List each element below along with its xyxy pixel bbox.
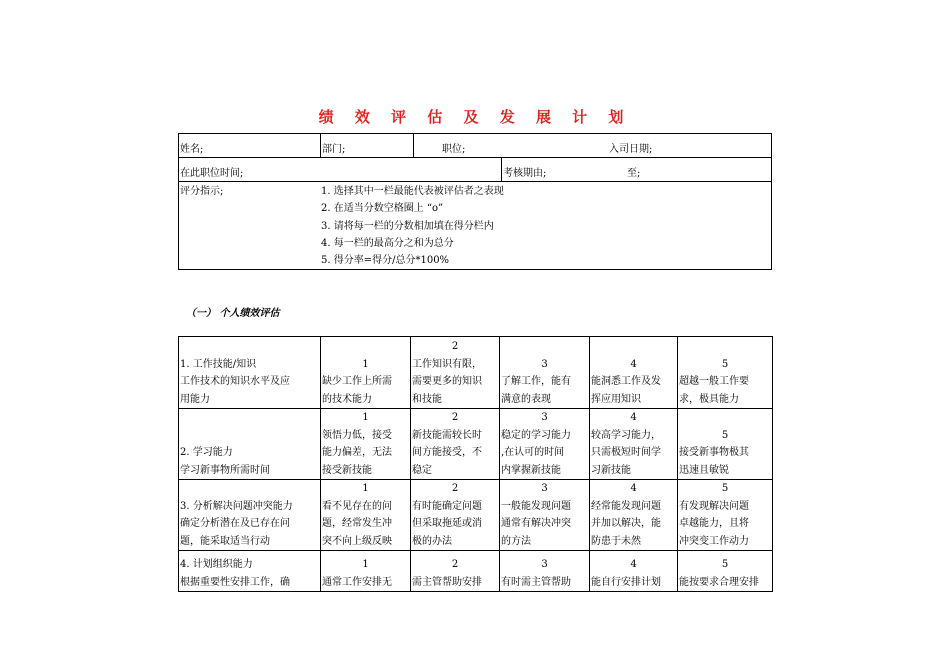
rating-number: 2 xyxy=(451,483,459,494)
rating-number: 2 xyxy=(451,412,459,423)
rating-description: 接受新事物极其 迅速且敏锐 xyxy=(679,447,749,476)
rating-cell xyxy=(321,337,411,409)
review-period-to-label: 至; xyxy=(627,168,641,179)
criterion-text: 3. 分析解决问题冲突能力 确定分析潜在及已存在问 题，能采取适当行动 xyxy=(180,500,293,547)
rating-description: 需主管帮助安排 xyxy=(412,576,482,588)
section-title: （一） 个人绩效评估 xyxy=(186,308,280,319)
rating-cell xyxy=(590,337,678,409)
table-row xyxy=(179,551,773,592)
criterion-cell xyxy=(179,480,321,551)
divider xyxy=(413,134,414,158)
rating-description: 超越一般工作要 求，极具能力 xyxy=(679,376,749,405)
rating-cell xyxy=(500,337,590,409)
rating-cell xyxy=(500,480,590,551)
rating-number: 1 xyxy=(362,358,369,370)
rating-cell xyxy=(590,480,678,551)
rating-cell xyxy=(500,551,590,592)
rating-number: 5 xyxy=(721,483,729,494)
rating-number: 1 xyxy=(362,559,369,570)
rating-cell xyxy=(411,480,500,551)
rating-description: 工作知识有限， 需要更多的知识 和技能 xyxy=(412,358,482,405)
rating-cell xyxy=(321,409,411,480)
join-date-label: 入司日期; xyxy=(609,144,653,155)
rating-number: 4 xyxy=(630,483,637,494)
instruction-item: 3. 请将每一栏的分数相加填在得分栏内 xyxy=(321,221,494,232)
rating-description: 新技能需较长时 间方能接受，不 稳定 xyxy=(412,429,482,476)
rating-description: 能按要求合理安排 xyxy=(679,576,759,588)
rating-description: 经常能发现问题 并加以解决，能 防患于未然 xyxy=(591,500,661,547)
rating-description: 领悟力低，接受 能力偏差，无法 接受新技能 xyxy=(322,429,392,476)
instructions-label: 评分指示; xyxy=(180,186,224,197)
divider xyxy=(501,158,502,182)
rating-description: 看不见存在的问 题，经常发生冲 突不向上级反映 xyxy=(322,500,392,547)
rating-number: 3 xyxy=(541,559,548,570)
rating-description: 缺少工作上所需 的技术能力 xyxy=(322,376,392,405)
rating-cell xyxy=(411,337,500,409)
instruction-item: 4. 每一栏的最高分之和为总分 xyxy=(321,238,454,249)
rating-cell xyxy=(590,551,678,592)
rating-number: 1 xyxy=(362,483,369,494)
name-label: 姓名; xyxy=(180,144,204,155)
rating-number: 3 xyxy=(541,412,548,423)
rating-number: 5 xyxy=(721,358,729,370)
rating-number: 3 xyxy=(541,483,548,494)
table-row xyxy=(179,409,773,480)
rating-number: 4 xyxy=(630,358,637,370)
rating-cell xyxy=(590,409,678,480)
rating-cell xyxy=(500,409,590,480)
page-title: 绩 效 评 估 及 发 展 计 划 xyxy=(318,108,632,126)
criterion-text: 1. 工作技能/知识 工作技术的知识水平及应 用能力 xyxy=(180,358,290,405)
evaluation-table xyxy=(178,336,773,592)
rating-number: 2 xyxy=(451,559,459,570)
position-label: 职位; xyxy=(442,144,466,155)
criterion-cell xyxy=(179,337,321,409)
rating-number: 5 xyxy=(721,559,729,570)
rating-description: 有时能确定问题 但采取拖延或消 极的办法 xyxy=(412,500,482,547)
rating-cell xyxy=(321,480,411,551)
criterion-cell xyxy=(179,409,321,480)
rating-cell xyxy=(411,551,500,592)
criterion-text: 4. 计划组织能力 根据重要性安排工作，确 xyxy=(180,559,290,588)
review-period-label: 考核期由; xyxy=(503,168,547,179)
criterion-cell xyxy=(179,551,321,592)
divider xyxy=(179,181,771,182)
divider xyxy=(320,134,321,158)
rating-cell xyxy=(678,337,773,409)
divider xyxy=(179,157,771,158)
rating-cell xyxy=(411,409,500,480)
rating-cell xyxy=(678,409,773,480)
rating-number: 5 xyxy=(721,429,729,441)
rating-number: 1 xyxy=(362,412,369,423)
employee-info-box xyxy=(178,133,772,270)
rating-description: 能洞悉工作及发 挥应用知识 xyxy=(591,376,661,405)
department-label: 部门; xyxy=(322,144,346,155)
rating-number: 4 xyxy=(630,559,637,570)
instruction-item: 1. 选择其中一栏最能代表被评估者之表现 xyxy=(321,186,504,197)
table-row xyxy=(179,337,773,409)
instruction-item: 5. 得分率=得分/总分*100% xyxy=(321,255,450,266)
rating-number: 4 xyxy=(630,412,637,423)
rating-description: 有时需主管帮助 xyxy=(501,576,571,588)
rating-description: 通常工作安排无 xyxy=(322,576,392,588)
rating-description: 了解工作，能有 满意的表现 xyxy=(501,376,571,405)
rating-description: 有发现解决问题 卓越能力，且将 冲突变工作动力 xyxy=(679,500,749,547)
rating-description: 能自行安排计划 xyxy=(591,576,661,588)
table-row xyxy=(179,480,773,551)
rating-description: 较高学习能力， 只需极短时间学 习新技能 xyxy=(591,429,661,476)
instruction-item: 2. 在适当分数空格圈上 “o” xyxy=(321,203,444,214)
rating-description: 一般能发现问题 通常有解决冲突 的方法 xyxy=(501,500,571,547)
criterion-text: 2. 学习能力 学习新事物所需时间 xyxy=(180,447,270,476)
rating-cell xyxy=(321,551,411,592)
rating-cell xyxy=(678,480,773,551)
time-in-position-label: 在此职位时间; xyxy=(180,168,244,179)
rating-number: 2 xyxy=(451,341,459,352)
rating-number: 3 xyxy=(541,358,548,370)
rating-cell xyxy=(678,551,773,592)
rating-description: 稳定的学习能力 ,在认可的时间 内掌握新技能 xyxy=(501,429,571,476)
